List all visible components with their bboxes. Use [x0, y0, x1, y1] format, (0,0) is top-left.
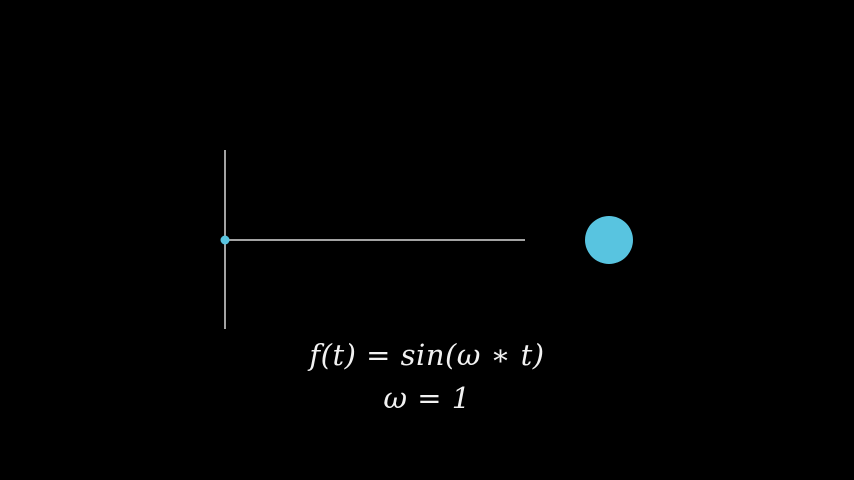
plot-trace-dot	[221, 236, 230, 245]
function-formula: f(t) = sin(ω ∗ t)	[309, 338, 545, 372]
oscillating-ball	[585, 216, 633, 264]
omega-value-formula: ω = 1	[383, 381, 471, 415]
